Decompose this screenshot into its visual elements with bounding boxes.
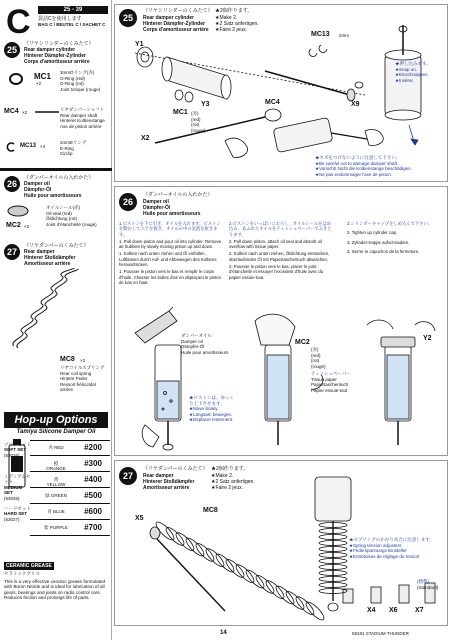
mc1-color-en: (red) (191, 116, 201, 122)
label-mc13-size: 2mm (339, 33, 349, 38)
spring-tension-de: ★Federspannungs-Einsteller (349, 548, 407, 553)
step-27-panel (114, 460, 448, 626)
step-26-title-fr: Huile pour amortisseurs (24, 193, 82, 199)
tissue-paper-en: Tissue paper (311, 376, 337, 382)
part-mc2-desc (46, 205, 110, 227)
part-mc1-fr: Joint torique (rouge) (60, 86, 101, 92)
part-mc13: MC13 (20, 143, 37, 149)
oil-set-row (30, 457, 110, 472)
mc1-color-fr: (rouge) (191, 127, 206, 133)
part-mc1-de: O-Ring (rot) (60, 81, 84, 86)
oil-set-name (4, 506, 32, 522)
instruction-col-2 (229, 221, 335, 280)
step-26-de: Dämpfer-Öl (143, 205, 171, 211)
step-27-title-jp: 《リヤダンパーのくみたて》 (24, 243, 89, 249)
mc1-color-de: (rot) (191, 122, 200, 127)
shaft-warning-en: ★Be careful not to damage damper shaft. (315, 160, 399, 166)
ceramic-grease-box (4, 562, 108, 601)
label-y1: Y1 (135, 41, 144, 48)
e-ring-icon (6, 142, 16, 152)
part-mc13-en: E-Ring (60, 145, 74, 151)
mc2-color-de: (rot) (311, 358, 320, 363)
part-mc2-de: Öldichtung (rot) (46, 216, 78, 221)
snap-on-de: ★Einschnappen. (395, 72, 429, 77)
part-mc4-desc (60, 107, 110, 129)
oil-color (44, 461, 68, 472)
label-x6: X6 (389, 607, 398, 614)
part-mc2-en: Oil seal (red) (46, 210, 72, 216)
label-mc1: MC1 (173, 109, 188, 116)
tissue-paper-de: Papiertaschentuch (311, 382, 349, 387)
part-mc4-qty: ×2 (22, 110, 28, 115)
coil-spring-icon (8, 268, 88, 350)
step-range: 25 - 39 (38, 6, 108, 14)
oil-set-jp: ソフトセット (4, 442, 31, 447)
part-mc1-en: O-Ring (red) (60, 75, 86, 81)
oil-color-en: BLUE (53, 509, 65, 514)
oil-color (44, 477, 68, 488)
damper-oil-en: Damper oil (181, 338, 203, 344)
part-mc2-qty: ×2 (24, 224, 30, 229)
oil-set-code: (53027) (4, 516, 20, 522)
oil-color-jp: 黄 (53, 477, 59, 482)
part-mc2-fr: Joint d'étanchéité (rouge) (46, 221, 97, 227)
step-26-jp: 《ダンパーオイルの入れかた》 (143, 192, 213, 198)
oil-set-row (4, 505, 110, 522)
oil-set-code: (53026) (4, 452, 20, 458)
label-x7: X7 (415, 607, 424, 614)
oil-color-jp: 赤 (48, 445, 53, 450)
label-mc2-color (311, 347, 326, 369)
standard-en: (Standard) (417, 584, 439, 590)
oil-color (44, 445, 68, 450)
step-25-title-fr: Corps d'amortisseur arrière (24, 59, 90, 65)
part-mc8: MC8 (60, 356, 75, 363)
standard-label (417, 579, 438, 590)
snap-on-fr: ★Insérer. (395, 77, 415, 83)
spring-coil (234, 562, 257, 585)
damper-oil-label (181, 333, 241, 355)
o-ring-icon (8, 72, 24, 86)
damper-oil-jp: ダンパーオイル (181, 333, 212, 338)
label-x2: X2 (141, 135, 150, 142)
standard-jp: (標準) (417, 579, 429, 584)
instruction-2-de: 2. Kolben nach unten ziehen, Öldichtung einstecken, überlaufendes Öl mit Papiertaschentuch abwischen. (229, 251, 330, 262)
move-slowly-note (189, 395, 235, 423)
step-25-number: 25 (119, 9, 137, 27)
step-27-title (24, 243, 110, 267)
label-x5: X5 (135, 515, 144, 522)
oil-set-code: (53026) (4, 495, 20, 501)
tissue-paper-label (311, 371, 355, 393)
oil-set-table (4, 440, 110, 538)
step-25-make-fr: ★Faire 2 jeux. (215, 27, 247, 33)
part-mc13-de: Circlip (60, 151, 73, 156)
bag-letter: C (6, 3, 31, 41)
mc1-color-jp: (赤) (191, 111, 199, 116)
spring-coil (194, 541, 217, 564)
step-25-title-de: Hinterer Dämpfer-Zylinder (24, 53, 86, 59)
oil-viscosity: #300 (84, 459, 102, 468)
oil-color-en: YELLOW (46, 482, 66, 488)
step-27-number: 27 (119, 467, 137, 485)
step-25-make-de: ★2 Satz anfertigen. (215, 21, 259, 27)
mc2-color-jp: (赤) (311, 347, 319, 352)
oil-color-jp: 紫 (44, 525, 49, 530)
snap-on-jp: ★押し込みます。 (395, 61, 431, 66)
oil-color-en: RED (54, 445, 64, 450)
spring-coil (274, 584, 297, 607)
oil-set-en: HARD SET (4, 511, 28, 517)
step-25-title-en: Rear damper cylinder (24, 47, 76, 53)
spring-tension-fr: ★Entretoises de réglage du ressort (349, 553, 420, 559)
step-25-panel (114, 4, 448, 182)
oil-set-row (4, 441, 110, 458)
grease-jp: セラミックグリス (4, 571, 40, 576)
part-mc4-en: Rear damper shaft (60, 112, 98, 118)
label-mc2: MC2 (295, 339, 310, 346)
oil-viscosity: #700 (84, 523, 102, 532)
part-mc4-de: Hinterer Kolbenstange (60, 118, 105, 123)
oil-color-en: PURPLE (49, 525, 68, 530)
label-mc1-color (191, 111, 206, 133)
instruction-1-fr: 1. Pousser le piston vers le bas et remplir le corps d'huile. Chasser les bulles d'air en déplaçant le piston de bas en haut. (119, 269, 221, 285)
snap-on-en: ★Snap on. (395, 66, 418, 72)
step-25-title-jp: 《リヤシリンダーのくみたて》 (24, 41, 94, 47)
part-mc4: MC4 (4, 108, 19, 115)
step-25-de: Hinterer Dämpfer-Zylinder (143, 21, 205, 27)
oil-set-row (30, 489, 110, 504)
spring-tension-en: ★Spring tension adjusters (349, 542, 402, 548)
hopup-options-banner: Hop-up Options (4, 412, 108, 428)
hopup-subtitle: Tamiya Silicone Damper Oil (16, 429, 96, 435)
oil-viscosity: #500 (84, 491, 102, 500)
step-27-en: Rear damper (143, 473, 174, 479)
label-x4: X4 (367, 607, 376, 614)
instruction-1-en: 1. Pull down piston and pour oil into cylinder. Remove air bubbles by slowly moving piston up and down. (119, 238, 221, 250)
part-mc4-fr: Axe de piston arrière (60, 123, 102, 129)
part-mc4-jp: リヤダンパーシャフト (60, 107, 105, 112)
step-26-badge: 26 (4, 176, 20, 192)
instruction-2-en: 2. Pull down piston, attach oil seal and absorb oil overflow with tissue paper. (229, 238, 322, 250)
spring-coil (184, 536, 207, 559)
oil-color (44, 493, 68, 498)
step-25-make-en: ★Make 2. (215, 15, 238, 21)
step-25-make-jp: ★2個作ります。 (215, 8, 253, 14)
step-25-badge: 25 (4, 42, 20, 58)
oil-set-name (4, 442, 32, 458)
step-26-title (24, 175, 110, 199)
oil-color-jp: 緑 (45, 493, 50, 498)
step-27-badge: 27 (4, 244, 20, 260)
oil-color-jp: 橙 (53, 461, 59, 466)
part-mc8-fr: Ressort hélicoïdal arrière (60, 381, 96, 392)
step-25-jp: 《リヤシリンダーのくみたて》 (143, 8, 213, 14)
spring-coil (214, 552, 237, 575)
grease-title: CERAMIC GREASE (6, 563, 52, 569)
shaft-warning-note (315, 155, 447, 177)
oil-viscosity: #400 (84, 475, 102, 484)
label-x9: X9 (351, 101, 360, 108)
footer-title: 58181 STADIUM THUNDER (352, 631, 409, 636)
shaft-warning-jp: ★キズをつけないように注意して下さい。 (315, 155, 401, 160)
spring-coil (204, 546, 227, 569)
part-mc1-desc (60, 70, 110, 92)
instruction-col-3 (347, 221, 445, 254)
step-27-make-de: ★2 Satz anfertigen. (211, 479, 255, 485)
oil-viscosity: #200 (84, 443, 102, 452)
move-slowly-de: ★Langsam bewegen. (189, 411, 233, 417)
spring-tension-note (349, 537, 445, 559)
mc2-color-fr: (rouge) (311, 363, 326, 369)
part-mc8-jp: リヤコイルスプリング (60, 365, 105, 370)
oil-set-name (4, 474, 32, 501)
step-26-title-de: Dämpfer-Öl (24, 187, 52, 193)
spring-tension-jp: ★スプリングのかかり具合に注意します。 (349, 537, 434, 542)
snap-on-note (395, 61, 447, 83)
oil-set-row (30, 521, 110, 536)
step-27-title-fr: Amortisseur arrière (24, 261, 71, 267)
move-slowly-jp: ★ピストンは、ゆっくり上下させます。 (189, 395, 234, 406)
label-y3: Y3 (201, 101, 210, 108)
oil-color-en: GREEN (50, 493, 67, 498)
oil-set-en: MEDIUM SET (4, 484, 23, 496)
part-mc1: MC1 (34, 72, 51, 81)
oil-color-jp: 青 (47, 509, 52, 514)
part-mc13-jp: 2mmEリング (60, 140, 87, 145)
shaft-warning-de: ★Vorsicht! Nicht die Kolbenstange beschädigen. (315, 166, 412, 171)
instruction-col-1 (119, 221, 221, 285)
damper-oil-fr: Huile pour amortisseurs (181, 349, 229, 355)
step-25-title (24, 41, 110, 65)
shaft-warning-fr: ★Ne pas endommager l'axe de piston. (315, 171, 393, 177)
part-mc8-qty: ×2 (80, 358, 86, 363)
step-26-panel (114, 186, 448, 456)
step-26-en: Damper oil (143, 199, 169, 205)
label-mc4: MC4 (265, 99, 280, 106)
step-27-jp: 《リヤダンパーのくみたて》 (143, 466, 208, 472)
grease-description: This is a very effective ceramic grease formulated with Boron Nitride and is ideal for lubrication of all gears, bearings and joints on radio control cars. Reduces friction and prolongs life of parts. (4, 578, 106, 601)
spring-coil (244, 568, 267, 591)
spring-coil (174, 530, 197, 553)
spring-coil (254, 573, 277, 596)
instruction-1-de: 1. Kolben nach unten ziehen und Öl einfüllen. Luftblasen durch Auf- und Abbewegen des Kolbens herausdrücken. (119, 251, 217, 268)
step-27-de: Hinterer Stoßdämpfer (143, 479, 195, 485)
instruction-3-de: 3. Zylinder-Kappe aufschrauben. (347, 239, 410, 245)
step-27-make-en: ★Make 2. (211, 473, 234, 479)
coil-spring (154, 520, 327, 623)
part-mc13-qty: ×4 (40, 144, 46, 149)
label-mc13: MC13 (311, 31, 330, 38)
label-y2: Y2 (423, 335, 432, 342)
instruction-3-en: 3. Tighten up cylinder cap. (347, 230, 398, 236)
instruction-1-jp: 1.ピストンを下に引き、オイルを入れます。ピストンを動かしてエアを抜き、オイルの中の気泡を抜きます。 (119, 221, 221, 237)
spring-coil (264, 578, 287, 601)
page-number: 14 (220, 630, 227, 636)
part-mc2: MC2 (6, 222, 21, 229)
mc2-color-en: (red) (311, 352, 321, 358)
damper-oil-de: Dämpfer-Öl (181, 344, 205, 349)
spring-coil (224, 557, 247, 580)
instruction-2-fr: 2. Pousser le piston vers le bas, placer le joint d'étanchéité et essuyer l'excédent d'huile avec du papier essuie-tout. (229, 264, 324, 280)
part-mc8-en: Rear coil spring (60, 370, 92, 376)
instruction-3-jp: 3.シリンダーキャップをしめ込んで下さい。 (347, 221, 433, 226)
oil-filling-drawing (115, 305, 449, 455)
move-slowly-en: ★Move slowly. (189, 406, 219, 411)
damper-shaft-icon (34, 109, 60, 115)
step-25-en: Rear damper cylinder (143, 15, 195, 21)
step-27-title-de: Hinterer Stoßdämpfer (24, 255, 76, 261)
part-mc13-desc (60, 140, 110, 157)
part-mc8-desc (60, 365, 110, 393)
oil-set-en: SOFT SET (4, 447, 27, 453)
section-en: BAG C / BEUTEL C / SACHET C (38, 22, 106, 27)
step-26-title-en: Damper oil (24, 181, 50, 187)
oil-color (44, 525, 68, 530)
spring-coil (284, 589, 307, 612)
part-mc2-jp: オイルシール(赤) (46, 205, 81, 210)
oil-set-jp: ミディアムセット (4, 474, 31, 485)
spring-coil (164, 525, 187, 548)
part-mc8-de: Hintere Feder (60, 376, 88, 381)
spring-coil (304, 600, 327, 623)
tissue-paper-fr: Papier essuie-tout (311, 387, 348, 393)
spring-coil (294, 594, 317, 617)
step-27-make-fr: ★Faire 2 jeux. (211, 485, 243, 491)
step-27-make-jp: ★2個作ります。 (211, 466, 249, 472)
instruction-3-fr: 3. Serrer le capuchon de la fermeture. (347, 248, 420, 254)
tissue-paper-jp: ティッシュペーパー (311, 371, 351, 376)
label-mc8: MC8 (203, 507, 218, 514)
part-mc1-jp: 3mmOリング(赤) (60, 70, 95, 75)
part-mc1-qty: ×2 (36, 81, 42, 86)
oil-set-jp: ハードセット (4, 506, 31, 511)
step-26-titles (143, 199, 201, 217)
oil-color-en: ORANGE (46, 466, 66, 472)
oil-seal-icon (6, 204, 30, 218)
instruction-2-jp: 2.ピストンをいっぱいにおろし、オイルシールをはめ込み、あふれたオイルをティッシュペーパーでふきとります。 (229, 221, 332, 237)
step-27-fr: Amortisseur arrière (143, 485, 190, 491)
step-25-fr: Corps d'amortisseur arrière (143, 27, 209, 33)
step-26-title-jp: 《ダンパーオイルの入れかた》 (24, 175, 94, 181)
section-jp: 袋詰Cを使用します (38, 16, 82, 22)
step-26-number: 26 (119, 193, 137, 211)
step-26-fr: Huile pour amortisseurs (143, 211, 201, 217)
parts-sidebar (0, 0, 112, 640)
oil-color (44, 509, 68, 514)
oil-viscosity: #600 (84, 507, 102, 516)
step-27-title-en: Rear damper (24, 249, 55, 255)
section-divider (0, 168, 112, 171)
move-slowly-fr: ★Déplacer lentement. (189, 417, 234, 422)
